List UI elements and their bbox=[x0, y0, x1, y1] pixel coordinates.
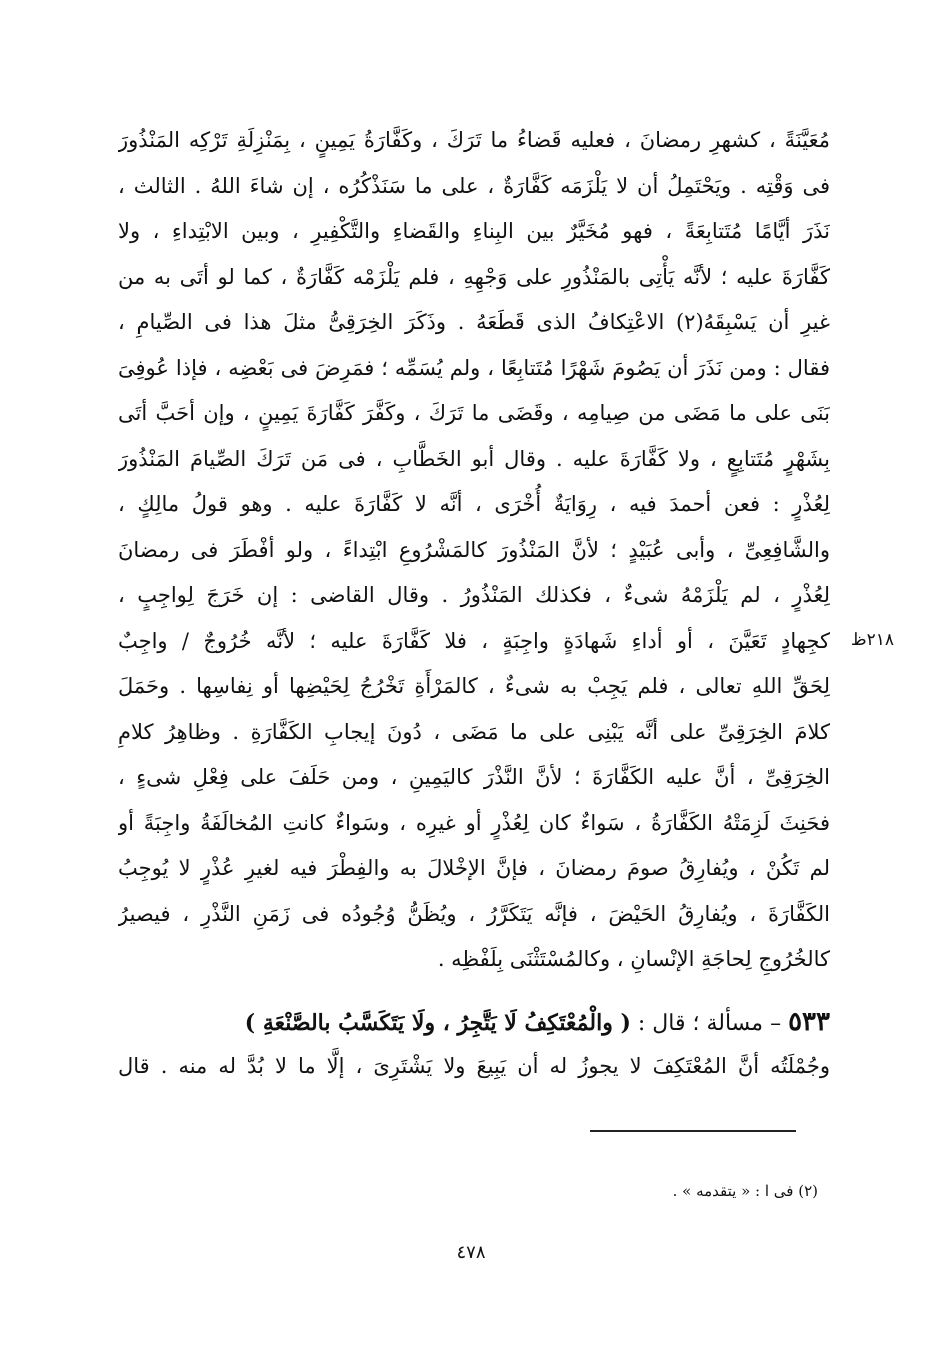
text-line: غيرِ أن يَسْبِقَهُ(٢) الاعْتِكافُ الذى قَطَعَهُ . وذَكَرَ الخِرَقِىُّ مثلَ هذا فى الصِّيامِ ، bbox=[118, 310, 830, 334]
issue-heading bbox=[150, 1000, 830, 1044]
text-line: الكَفَّارَةَ ، ويُفارِقُ الحَيْضَ ، فإنَّه يَتَكَرَّرُ ، ويُظَنُّ وُجُودُه فى زَمَنِ النَّذْرِ ، فيصيرُ bbox=[118, 901, 830, 926]
text-line: كلامَ الخِرَقِىِّ على أنَّه يَبْنِى على ما مَضَى ، دُونَ إيجابِ الكَفَّارَةِ . وظاهِرُ كلامِ bbox=[118, 719, 830, 744]
main-text bbox=[118, 118, 830, 983]
text-line: كجِهادٍ تَعَيَّنَ ، أو أداءِ شَهادَةٍ واجِبَةٍ ، فلا كَفَّارَةَ عليه ؛ لأنَّه خُرُوجٌ / واجِبٌ bbox=[118, 628, 830, 653]
footnote-divider bbox=[590, 1130, 796, 1132]
issue-quote: ( والْمُعْتَكِفُ لَا يَتَّجِرُ ، ولَا يَتَكَسَّبُ بالصَّنْعَةِ ) bbox=[244, 1010, 631, 1036]
text-line: بِشَهْرٍ مُتَتابِعٍ ، ولا كَفَّارَةَ عليه . وقال أبو الخَطَّابِ ، فى مَن تَرَكَ الصِّيامَ المَنْذُورَ bbox=[118, 446, 830, 471]
text-line: لِحَقِّ اللهِ تعالى ، فلم يَجِبْ به شىءٌ ، كالمَرْأَةِ تَخْرُجُ لِحَيْضِها أو نِفاسِها . وحَمَلَ bbox=[118, 674, 830, 698]
text-line: وجُمْلَتُه أنَّ المُعْتَكِفَ لا يجوزُ له أن يَبِيعَ ولا يَشْتَرِىَ ، إلَّا ما لا بُدَّ له منه . قال bbox=[118, 1054, 830, 1078]
text-line: الخِرَقِىِّ ، أنَّ عليه الكَفَّارَةَ ؛ لأنَّ النَّذْرَ كاليَمِينِ ، ومن حَلَفَ على فِعْلِ شىءٍ ، bbox=[118, 765, 830, 789]
page-number: ٤٧٨ bbox=[456, 1242, 486, 1263]
text-line: فى وَقْتِه . ويَحْتَمِلُ أن لا يَلْزَمَه كَفَّارَةٌ ، على ما سَنَذْكُرُه ، إن شاءَ اللهُ . الثالث ، bbox=[118, 173, 830, 198]
commentary-text bbox=[118, 1044, 830, 1090]
text-line: والشَّافِعِىِّ ، وأبى عُبَيْدٍ ؛ لأنَّ المَنْذُورَ كالمَشْرُوعِ ابْتِداءً ، ولو أفْطَرَ فى رمضانَ bbox=[118, 537, 830, 562]
issue-label: – مسألة ؛ قال : bbox=[637, 1011, 782, 1036]
text-line: نَذَرَ أيَّامًا مُتَتابِعَةً ، فهو مُخَيَّرٌ بين البِناءِ والقَضاءِ والتَّكْفِيرِ ، وبين الابْتِداءِ ، ولا bbox=[118, 219, 830, 243]
text-line: لم تَكُنْ ، ويُفارِقُ صومَ رمضانَ ، فإنَّ الإخْلالَ به والفِطْرَ فيه لغيرِ عُذْرٍ لا يُوجِبُ bbox=[118, 856, 830, 880]
text-line: كالخُرُوجِ لِحاجَةِ الإنْسانِ ، وكالمُسْتَثْنَى بِلَفْظِه . bbox=[437, 947, 830, 971]
text-line: كَفَّارَةَ عليه ؛ لأنَّه يَأْتِى بالمَنْذُورِ على وَجْهِهِ ، فلم يَلْزَمْه كَفَّارَةٌ ، كما لو أتَى به من bbox=[118, 264, 830, 289]
text-line: لِعُذْرٍ : فعن أحمدَ فيه ، رِوَايَةٌ أُخْرَى ، أنَّه لا كَفَّارَةَ عليه . وهو قولُ مالِكٍ ، bbox=[118, 492, 830, 516]
text-line: لِعُذْرٍ ، لم يَلْزَمْهُ شىءٌ ، فكذلك المَنْذُورُ . وقال القاضى : إن خَرَجَ لِواجِبٍ ، bbox=[118, 583, 830, 607]
text-line: بَنَى على ما مَضَى من صِيامِه ، وقَضَى ما تَرَكَ ، وكَفَّرَ كَفَّارَةَ يَمِينٍ ، وإن أحَبَّ أتَى bbox=[118, 401, 830, 425]
text-line: فقال : ومن نَذَرَ أن يَصُومَ شَهْرًا مُتَتابِعًا ، ولم يُسَمِّه ؛ فمَرِضَ فى بَعْضِه ، فإذا عُوفِىَ bbox=[118, 355, 830, 380]
issue-number: ٥٣٣ bbox=[788, 1007, 830, 1037]
text-line: فحَنِثَ لَزِمَتْهُ الكَفَّارَةُ ، سَواءٌ كان لِعُذْرٍ أو غيرِه ، وسَواءٌ كانتِ المُخالَفَةُ واجِبَةً أو bbox=[118, 810, 830, 835]
manuscript-folio-note: ٢١٨ظ bbox=[850, 630, 894, 650]
footnote: (٢) فى ا : « يتقدمه » . bbox=[672, 1182, 818, 1200]
text-line: مُعَيَّنَةً ، كشهرِ رمضانَ ، فعليه قَضاءُ ما تَرَكَ ، وكَفَّارَةُ يَمِينٍ ، بِمَنْزِلَةِ تَرْكِه المَنْذُورَ bbox=[118, 128, 830, 152]
